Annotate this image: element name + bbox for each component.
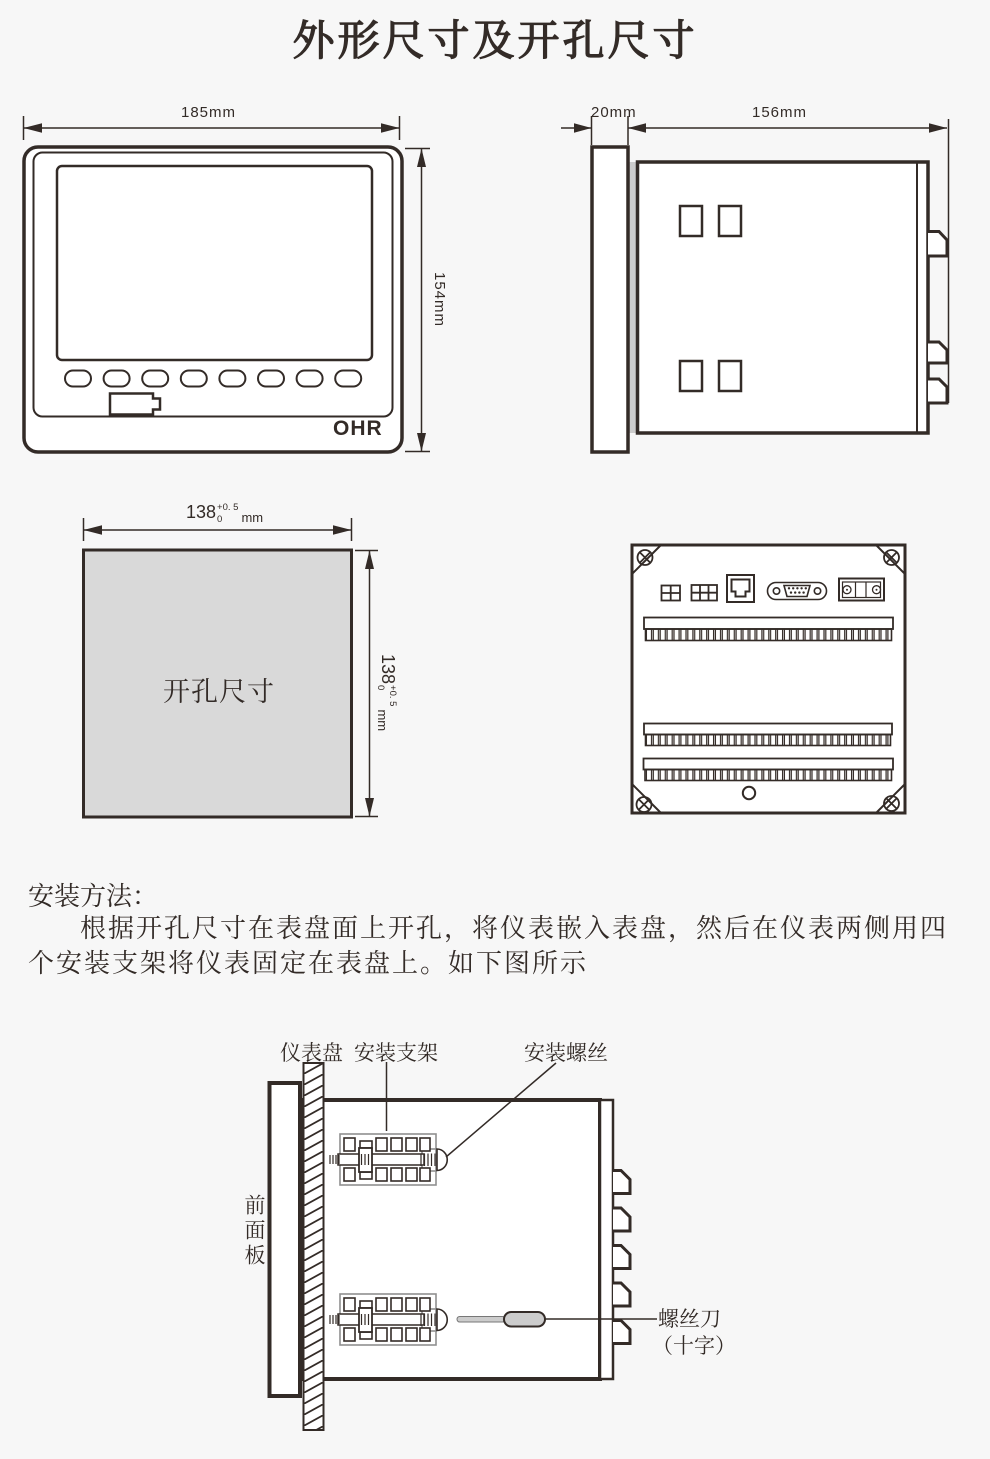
label-screwdriver: 螺丝刀 bbox=[658, 1307, 721, 1331]
cutout-width-tolerance bbox=[217, 503, 238, 524]
tolerance-upper: +0. 5 bbox=[387, 685, 398, 707]
installation-diagram bbox=[270, 1062, 658, 1430]
label-panel: 仪表盘 bbox=[280, 1041, 343, 1065]
label-front-panel: 前面板 bbox=[242, 1194, 266, 1269]
cutout-width-dimension bbox=[186, 503, 263, 524]
install-method-body: 根据开孔尺寸在表盘面上开孔，将仪表嵌入表盘，然后在仪表两侧用四个安装支架将仪表固定在表盘上。如下图所示 bbox=[28, 914, 949, 978]
front-view bbox=[24, 116, 431, 452]
cutout-label: 开孔尺寸 bbox=[163, 677, 275, 707]
install-front-bezel bbox=[270, 1083, 301, 1396]
brand-logo: OHR bbox=[333, 417, 383, 440]
install-rear-cap bbox=[600, 1100, 613, 1379]
label-bracket: 安装支架 bbox=[354, 1041, 438, 1065]
tolerance-lower: 0 bbox=[217, 513, 223, 525]
side-length-label: 156mm bbox=[752, 104, 808, 121]
side-bezel bbox=[592, 147, 628, 452]
cutout-view bbox=[84, 518, 379, 817]
tolerance-lower: 0 bbox=[375, 685, 387, 691]
front-case bbox=[24, 147, 402, 452]
page-title: 外形尺寸及开孔尺寸 bbox=[292, 17, 698, 64]
side-body bbox=[638, 162, 929, 433]
front-height-label: 154mm bbox=[431, 272, 448, 328]
install-method-heading: 安装方法： bbox=[28, 882, 159, 911]
tolerance-upper: +0. 5 bbox=[217, 502, 239, 513]
side-depth-label: 20mm bbox=[591, 104, 637, 121]
cutout-width-unit: mm bbox=[241, 510, 264, 525]
front-width-label: 185mm bbox=[181, 104, 237, 121]
label-screwdriver-type: （十字） bbox=[652, 1334, 736, 1358]
cutout-width-value: 138 bbox=[186, 502, 217, 522]
side-view bbox=[561, 116, 949, 452]
rear-view bbox=[632, 545, 905, 813]
panel-board-hatch bbox=[304, 1063, 324, 1430]
cutout-height-unit: mm bbox=[375, 709, 390, 732]
side-hooks bbox=[928, 232, 947, 404]
label-screw: 安装螺丝 bbox=[524, 1041, 608, 1065]
install-hooks bbox=[613, 1171, 630, 1344]
cutout-height-tolerance bbox=[376, 685, 397, 706]
cutout-height-dimension bbox=[376, 654, 397, 731]
cutout-height-value: 138 bbox=[378, 654, 398, 685]
usb-port bbox=[110, 394, 160, 415]
front-height-dimension bbox=[405, 149, 430, 452]
